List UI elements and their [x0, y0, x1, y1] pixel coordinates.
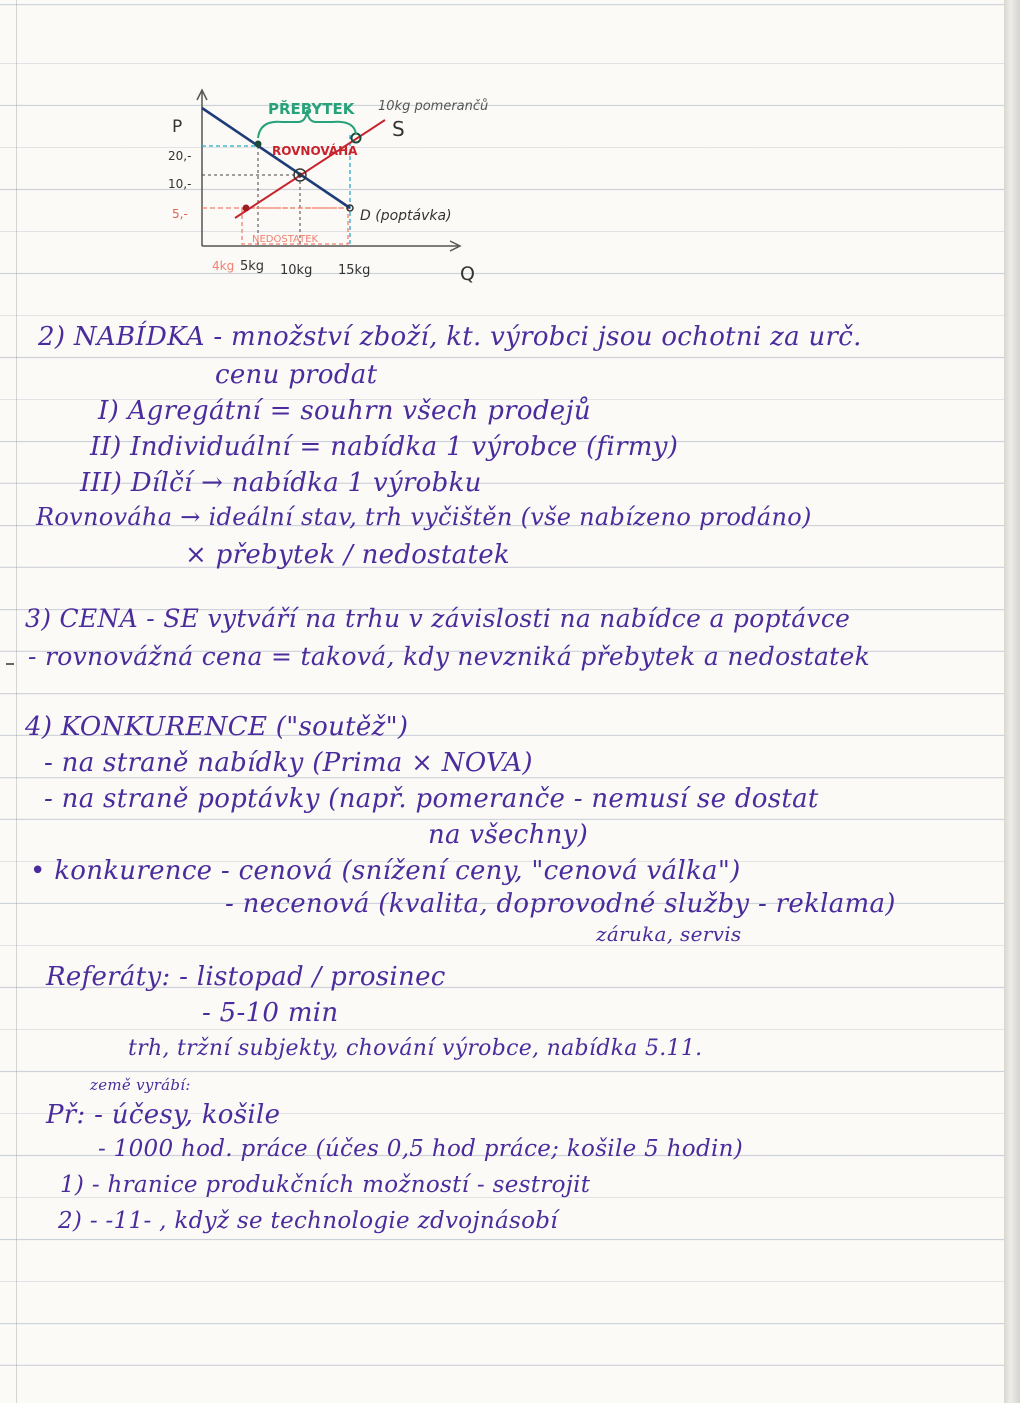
point-demand-20 [255, 141, 262, 148]
note-line-priklad: Př: - účesy, košile [46, 1100, 281, 1130]
qty-5-label: 5kg [240, 259, 265, 274]
note-line-technologie: 2) - -11- , když se technologie zdvojnásobí [58, 1208, 558, 1234]
price-20-label: 20,- [168, 149, 192, 163]
note-line-necenova: - necenová (kvalita, doprovodné služby - reklama) [225, 889, 896, 919]
margin-dash [6, 663, 14, 665]
note-line-cena: 3) CENA - SE vytváří na trhu v závislosti na nabídce a poptávce [25, 604, 851, 633]
note-line-hranice: 1) - hranice produkčních možností - sestrojit [60, 1172, 591, 1198]
point-supply-5 [243, 205, 250, 212]
demand-label: D (poptávka) [360, 208, 452, 224]
note-line-konkurence: 4) KONKURENCE ("soutěž") [25, 712, 409, 742]
qty-15-label: 15kg [338, 263, 371, 278]
note-line-prebytek: × přebytek / nedostatek [185, 540, 510, 570]
note-line-individualni: II) Individuální = nabídka 1 výrobce (firmy) [90, 432, 679, 462]
note-line-rovnovaha: Rovnováha → ideální stav, trh vyčištěn (vše nabízeno prodáno) [36, 503, 812, 531]
note-line-trh: trh, tržní subjekty, chování výrobce, nabídka 5.11. [128, 1036, 703, 1061]
supply-curve [235, 120, 385, 218]
equilibrium-dot [298, 173, 303, 178]
surplus-label: PŘEBYTEK [268, 100, 355, 118]
qty-10-label: 10kg [280, 263, 313, 278]
page-edge [1004, 0, 1020, 1403]
supply-demand-graph [160, 80, 560, 295]
note-line-5-10-min: - 5-10 min [202, 998, 339, 1028]
price-5-label: 5,- [172, 207, 188, 221]
axis-q-label: Q [460, 263, 475, 285]
surplus-note: 10kg pomerančů [378, 99, 489, 114]
note-line-dilci: III) Dílčí → nabídka 1 výrobku [80, 468, 482, 498]
note-line-agregatni: I) Agregátní = souhrn všech prodejů [98, 396, 591, 426]
note-line-strana-nabidky: - na straně nabídky (Prima × NOVA) [44, 748, 533, 778]
equilibrium-label: ROVNOVÁHA [272, 144, 358, 158]
note-line-1000-hod: - 1000 hod. práce (účes 0,5 hod práce; košile 5 hodin) [98, 1136, 744, 1162]
note-line-na-vsechny: na všechny) [428, 820, 589, 850]
axis-p-label: P [172, 117, 183, 137]
note-line-rovnovazna-cena: - rovnovážná cena = taková, kdy nevzniká přebytek a nedostatek [28, 642, 871, 671]
note-line-strana-poptavky: - na straně poptávky (např. pomeranče - nemusí se dostat [44, 784, 819, 814]
note-line-zeme-vyrabi: země vyrábí: [90, 1076, 191, 1094]
note-line-zaruka: záruka, servis [596, 922, 742, 946]
price-10-label: 10,- [168, 177, 192, 191]
note-line-cenu-prodat: cenu prodat [215, 360, 378, 390]
qty-4-label: 4kg [212, 259, 235, 273]
note-line-referaty: Referáty: - listopad / prosinec [46, 962, 446, 992]
supply-label: S [392, 117, 405, 141]
margin-line [16, 0, 17, 1403]
note-line-cenova: • konkurence - cenová (snížení ceny, "cenová válka") [30, 856, 741, 886]
note-line-nabidka: 2) NABÍDKA - množství zboží, kt. výrobci jsou ochotni za urč. [38, 322, 862, 352]
shortage-label: NEDOSTATEK [252, 234, 319, 245]
